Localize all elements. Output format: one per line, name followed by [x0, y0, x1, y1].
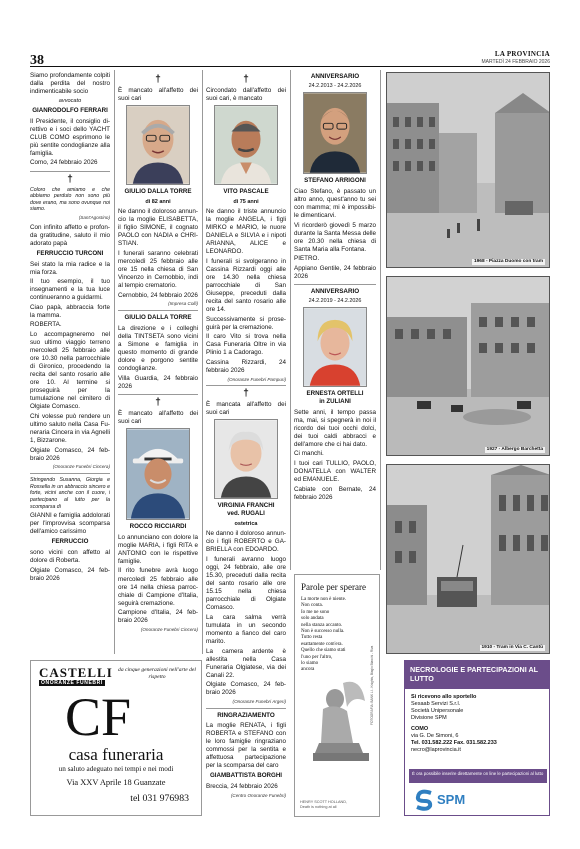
notice-text: Sette anni, il tempo passa ma, mai, si spegnerà in noi il ricordo dei tuoi occhi dolci, dei tuoi caldi abbracci e dell'amore che ci hai dato.: [294, 408, 376, 448]
poem-line: La morte non è niente.: [301, 597, 347, 602]
notice-divider: [30, 473, 110, 474]
column-divider: [202, 70, 203, 654]
deceased-name: VITO PASCALE: [223, 188, 269, 196]
notice-place-date: Olgiate Comasco, 24 febbraio 2026: [206, 681, 286, 697]
notice-place-date: Campione d'Italia, 24 febbraio 2026: [118, 609, 198, 625]
poem-line: esattamente com'era.: [301, 641, 343, 647]
header-rule: [30, 66, 550, 67]
poem: [301, 597, 365, 674]
column-divider: [290, 70, 291, 570]
poem-line: lo siamo: [301, 660, 319, 666]
deceased-married-name: ved. RUGALI: [227, 510, 265, 518]
poem-line: l'uno per l'altro,: [301, 654, 333, 660]
notice-text: La moglie RENATA, i figli ROBERTA e STEFANO con le loro famiglie ringraziano commossi per la sentita e affettuosa partecipazione per la scomparsa del caro: [206, 721, 286, 769]
column-1: [30, 72, 110, 656]
notice-divider: [30, 171, 110, 172]
thanks-heading: RINGRAZIAMENTO: [217, 711, 275, 719]
notice-text: Ci manchi.: [294, 450, 324, 458]
funeral-home-credit: (Impresa Colli): [168, 301, 198, 307]
cross-icon: †: [243, 388, 249, 400]
notice-text: I funerali si svolgeranno in Cassina Rizzardi oggi alle ore 14.30 nella chiesa parrocchiale di San Giuseppe, preceduti dalla recita del santo rosario alle ore 14.: [206, 257, 286, 314]
deceased-name: GIULIO DALLA TORRE: [124, 188, 192, 196]
castelli-funeral-ad[interactable]: [30, 660, 202, 816]
obituary-service-box: [404, 660, 550, 816]
hope-words-box: [294, 574, 380, 817]
notice-text: La camera ardente è allestita nella Casa Funeraria Olgiatese, via dei Canali 22.: [206, 647, 286, 679]
ad-phone: tel 031 976983: [130, 793, 189, 804]
poem-line: Quello che siamo stati: [301, 648, 346, 654]
office-address: via G. De Simoni, 6: [411, 732, 459, 739]
poem-source: Death is nothing at all: [300, 805, 337, 810]
photo-caption: 1910 - Tram in Via C. Cantù: [481, 644, 543, 650]
deceased-name: STEFANO ARRIGONI: [304, 176, 366, 184]
notice-intro: Stringendo Susanna, Giorgia e Rossella in un abbraccio sincero e forte, vicini anche con il cuore, i partecipano al lutto per la scomparsa di: [30, 477, 110, 510]
notice-divider: [206, 385, 286, 386]
notice-divider: [206, 708, 286, 709]
column-3: [206, 72, 286, 822]
tram-via-cantu-photo: [387, 465, 550, 654]
deceased-name: VIRGINIA FRANCHI: [217, 502, 275, 510]
notice-text: Vi ricorderò giovedì 5 marzo durante la Santa Messa delle ore 20.30 nella chiesa di Santa Maria alla Fontana.: [294, 221, 376, 253]
cross-icon: †: [155, 74, 161, 85]
notice-text: Chi volesse può rendere un ultimo saluto nella Casa Funeraria Cincera in via Agnelli 1, Bizzarone.: [30, 412, 110, 445]
notice-place-date: Olgiate Comasco, 24 febbraio 2026: [30, 566, 110, 582]
notice-text: I funerali avranno luogo oggi, 24 febbraio, alle ore 15.30, preceduti dalla recita del santo rosario alle ore 15.15 nella chiesa parrocchiale di Olgiate Comasco.: [206, 556, 286, 612]
funeral-home-credit: (Centro Onoranze Funebri): [230, 792, 286, 798]
obituary-service-info: [411, 694, 547, 754]
notice-text: I funerali saranno celebrati mercoledì 25 febbraio alle ore 15 nella chiesa di San Vincenzo in Cernobbio, indi al tempio crematorio.: [118, 249, 198, 289]
deceased-name: GIANRODOLFO FERRARI: [32, 106, 108, 114]
deceased-role: ostetrica: [234, 521, 258, 528]
funeral-home-credit: (Onoranze Funebri Argeri): [232, 698, 286, 704]
photo-credit: FOTOGRAFIA: BANK LI - Knights, Biagio Bianchi - Riva: [370, 645, 374, 725]
notice-place-date: Breccia, 24 febbraio 2026: [206, 782, 278, 790]
portrait-photo: [214, 105, 278, 185]
funeral-home-credit: (Onoranze Funebri Cincera): [140, 626, 198, 632]
notice-place-date: Appiano Gentile, 24 febbraio 2026: [294, 264, 376, 280]
notice-text: Ne danno il doloroso annuncio la moglie ELISABETTA, il figlio SIMONE, il cognato PAOLO con NADIA e CHRISTIAN.: [118, 208, 198, 248]
poem-author: HENRY SCOTT HOLLAND,: [300, 800, 348, 805]
office-email[interactable]: necro@laprovincia.it: [411, 746, 461, 753]
portrait-photo: [303, 307, 367, 387]
deceased-name: GIAMBATTISTA BORGHI: [209, 772, 283, 780]
ad-slogan: un saluto adeguato nei tempi e nei modi: [58, 765, 174, 773]
deceased-age: di 75 anni: [233, 199, 259, 206]
ad-title: casa funeraria: [68, 745, 164, 764]
funeral-home-credit: (Onoranze Funebri Pampuri): [227, 376, 286, 382]
historic-photo: [386, 72, 550, 268]
notice-place-date: Cabiate con Bernate, 24 febbraio 2026: [294, 485, 376, 501]
notice-text: sono vicini con affetto al dolore di Roberta.: [30, 548, 110, 564]
cross-icon: †: [155, 396, 161, 408]
company-type: Società Unipersonale: [411, 708, 464, 715]
portrait-photo: [126, 428, 190, 520]
historic-photo: [386, 464, 550, 654]
quote-text: Coloro che amiamo e che abbiamo perduto non sono più dove erano, ma sono ovunque noi siamo.: [30, 186, 110, 213]
page-number: 38: [30, 53, 44, 68]
deceased-name: FERRUCCIO: [51, 538, 89, 546]
poem-line: Tutto resta: [301, 635, 323, 641]
notice-text: Il tuo esempio, il tuo insegnamenti e la tua luce continueranno a guidarmi.: [30, 278, 110, 302]
portrait-photo: [214, 419, 278, 499]
poem-line: Non conta.: [301, 603, 323, 609]
column-2: [118, 72, 198, 656]
deceased-age: di 82 anni: [145, 199, 171, 206]
notice-text: Ne danno il doloroso annuncio i figli ROBERTO e GABRIELLA con EDOARDO.: [206, 530, 286, 554]
historic-photo: [386, 276, 550, 456]
online-notice-strip: È ora possibile inserire direttamente on line le partecipazioni al lutto: [409, 769, 547, 783]
cross-icon: †: [67, 173, 73, 185]
poem-line: ancora: [301, 667, 315, 673]
poem-line: Io me ne sono: [301, 609, 330, 615]
notice-divider: [118, 394, 198, 395]
company-division: Divisione SPM: [411, 715, 447, 722]
deceased-name: FERRUCCIO TURCONI: [36, 249, 104, 257]
quote-author: (Sant'Agostino): [78, 214, 110, 220]
anniversary-heading: ANNIVERSARIO: [310, 287, 360, 295]
notice-text: Sei stato la mia radice e la mia forza.: [30, 260, 110, 276]
column-divider: [380, 70, 381, 570]
anniversary-heading: ANNIVERSARIO: [310, 73, 360, 80]
notice-place-date: Cernobbio, 24 febbraio 2026: [118, 291, 198, 299]
funeral-home-credit: (Onoranze Funebri Cincera): [52, 464, 110, 470]
masthead: [481, 50, 550, 65]
column-4: [294, 72, 376, 568]
portrait-photo: [303, 92, 367, 174]
notice-intro: È mancata all'affetto dei suoi cari: [206, 401, 286, 417]
notice-divider: [118, 310, 198, 311]
notice-text: I tuoi cari TULLIO, PAOLO, DONATELLA con WALTER ed EMANUELE.: [294, 460, 376, 484]
service-counter-label: Si ricevono allo sportello: [411, 694, 477, 700]
spm-logo: [413, 788, 483, 812]
office-city: COMO: [411, 725, 429, 732]
deceased-name: ERNESTA ORTELLI: [306, 389, 364, 397]
photo-caption: 1968 - Piazza Duomo con tram: [473, 258, 543, 264]
notice-text: Con infinito affetto e profonda gratitudine, saluto il mio adorato papà: [30, 223, 110, 247]
notice-text: Lo annunciano con dolore la moglie MARIA, i figli RITA e ANTONIO con le rispettive famiglie.: [118, 533, 198, 565]
poem-line: nella stanza accanto.: [301, 622, 343, 628]
notice-signature: ROBERTA.: [30, 321, 62, 329]
notice-place-date: Villa Guardia, 24 febbraio 2026: [118, 374, 198, 390]
office-phone: Tel. 031.582.222 Fax. 031.582.233: [411, 739, 497, 746]
notice-text: Siamo profondamente colpiti dalla perdita del nostro indimenticabile socio: [30, 72, 110, 96]
notice-role: avvocato: [58, 97, 82, 104]
deceased-name: GIULIO DALLA TORRE: [124, 313, 192, 321]
notice-divider: [294, 284, 376, 285]
notice-intro: Circondato dall'affetto dei suoi cari, è mancato: [206, 87, 286, 103]
notice-place-date: Cassina Rizzardi, 24 febbraio 2026: [206, 358, 286, 374]
notice-text: Ne danno il triste annuncio la moglie ANGELA, i figli MIRKO e MARIO, le nuore DANIELA e SILVIA e i nipoti ARIANNA, ALICE e LEONARDO.: [206, 208, 286, 256]
notice-intro: È mancato all'affetto dei suoi cari: [118, 409, 198, 425]
portrait-photo: [126, 105, 190, 185]
deceased-married-name: in ZULIANI: [319, 397, 351, 405]
poem-line: solo andata: [301, 616, 324, 622]
ad-tagline: da cinque generazioni nell'arte del rispetto: [118, 667, 196, 680]
anniversary-dates: 24.2.2019 - 24.2.2026: [308, 297, 362, 304]
ad-brand: CASTELLI: [39, 665, 113, 680]
piazza-duomo-photo: [387, 73, 550, 268]
anniversary-dates: 24.2.2013 - 24.2.2026: [308, 83, 362, 90]
poem-line: Non è successo nulla.: [301, 628, 345, 634]
photo-caption: 1927 - Albergo Barchetta: [486, 446, 543, 452]
notice-signature: PIETRO.: [294, 255, 320, 263]
notice-text: Il Presidente, il consiglio direttivo e i soci dello YACHT CLUB COMO esprimono le più sentite condoglianze alla famiglia.: [30, 117, 110, 157]
spm-logo-icon: [413, 789, 435, 811]
cross-icon: †: [243, 74, 249, 85]
notice-text: Lo accompagneremo nel suo ultimo viaggio terreno mercoledì 25 febbraio alle ore 10.30 nella parrocchiale di Gironico, procedendo la recita del santo rosario alle ore 10. Al termine si proseguirà per la tumulazione nel cimitero di Olgiate Comasco.: [30, 330, 110, 411]
notice-intro: È mancato all'affetto dei suoi cari: [118, 87, 198, 103]
angel-statue-image: [313, 673, 369, 761]
column-divider: [114, 70, 115, 654]
obituary-service-title: NECROLOGIE E PARTECIPAZIONI AL LUTTO: [405, 661, 549, 689]
notice-text: Ciao Stefano, è passato un altro anno, quest'anno tu sei con mamma; mi è impossibile dimenticarvi.: [294, 187, 376, 220]
notice-place-date: Como, 24 febbraio 2026: [30, 159, 98, 167]
albergo-barchetta-photo: [387, 277, 550, 456]
ad-address: Via XXV Aprile 18 Guanzate: [66, 778, 166, 787]
hope-words-title: Parole per sperare: [301, 582, 366, 592]
notice-place-date: Olgiate Comasco, 24 febbraio 2026: [30, 446, 110, 462]
publication-name: LA PROVINCIA: [494, 50, 550, 58]
notice-text: GIANNI e famiglia addolorati per l'improvvisa scomparsa dell'amico carissimo: [30, 511, 110, 535]
issue-date: MARTEDÌ 24 FEBBRAIO 2026: [481, 58, 550, 65]
notice-text: Il caro Vito si trova nella Casa Funeraria Oltre in via Plinio 1 a Cadorago.: [206, 333, 286, 357]
ad-brand-subtitle: ONORANZE FUNEBRI: [41, 680, 103, 686]
notice-text: Ciao papà, abbraccia forte la mamma.: [30, 303, 110, 319]
deceased-name: ROCCO RICCIARDI: [129, 522, 187, 530]
ad-monogram: CF: [65, 687, 132, 747]
notice-text: La direzione e i colleghi della TINTSETA sono vicini a Simone e famiglia in questo momento di grande dolore e porgono sentite condoglianze.: [118, 324, 198, 373]
company-name: Sesaab Servizi S.r.l.: [411, 701, 461, 708]
notice-text: Successivamente si proseguirà per la cremazione.: [206, 315, 286, 331]
notice-text: Il rito funebre avrà luogo mercoledì 25 febbraio alle ore 14 nella chiesa parrocchiale di Campione d'Italia, seguirà cremazione.: [118, 567, 198, 607]
notice-text: La cara salma verrà tumulata in un secondo momento a fianco del caro marito.: [206, 613, 286, 645]
spm-logo-text: SPM: [437, 792, 466, 807]
poem-credit: [300, 800, 347, 810]
